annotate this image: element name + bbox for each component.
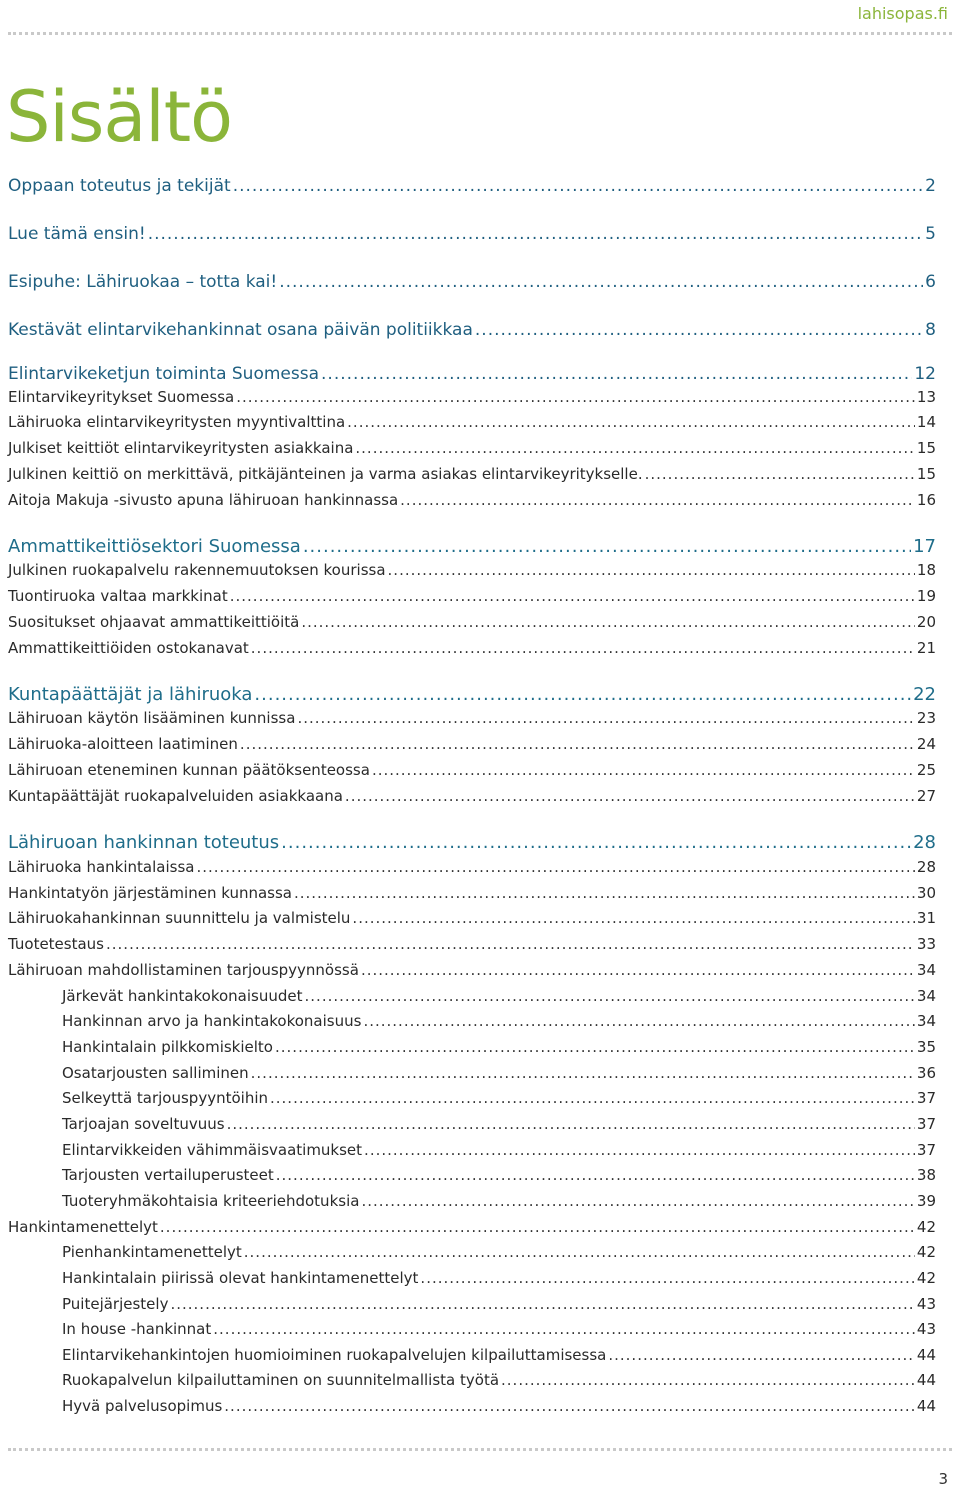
toc-leader-dots [227, 1115, 915, 1133]
toc-entry-title: Tuoteryhmäkohtaisia kriteeriehdotuksia [62, 1192, 360, 1210]
page-number: 3 [938, 1470, 948, 1488]
toc-entry-title: Esipuhe: Lähiruokaa – totta kai! [8, 272, 278, 292]
toc-leader-dots [347, 413, 915, 431]
toc-entry-title: Hankinnan arvo ja hankintakokonaisuus [62, 1012, 362, 1030]
toc-leader-dots [361, 961, 915, 979]
toc-entry[interactable] [8, 224, 936, 244]
toc-leader-dots [196, 858, 914, 876]
toc-leader-dots [240, 735, 915, 753]
toc-leader-dots [213, 1320, 915, 1338]
toc-entry-title: Järkevät hankintakokonaisuudet [62, 987, 303, 1005]
toc-entry-page: 13 [916, 388, 936, 406]
toc-entry[interactable] [8, 388, 936, 406]
toc-entry[interactable] [62, 1166, 936, 1184]
toc-entry[interactable] [8, 935, 936, 953]
toc-entry-title: Lähiruoan mahdollistaminen tarjouspyynnössä [8, 961, 359, 979]
toc-entry-title: Julkiset keittiöt elintarvikeyritysten asiakkaina [8, 439, 354, 457]
toc-entry-page: 42 [916, 1269, 936, 1287]
toc-entry-title: Selkeyttä tarjouspyyntöihin [62, 1089, 268, 1107]
toc-entry-page: 37 [916, 1141, 936, 1159]
toc-leader-dots [297, 709, 914, 727]
toc-entry-title: Lähiruoka elintarvikeyritysten myyntivalttina [8, 413, 346, 431]
toc-entry-page: 6 [925, 272, 936, 292]
toc-entry-page: 39 [916, 1192, 936, 1210]
toc-entry[interactable] [8, 1218, 936, 1236]
toc-entry-title: Hankintalain piirissä olevat hankintamenettelyt [62, 1269, 419, 1287]
toc-entry-page: 20 [916, 613, 936, 631]
toc-leader-dots [645, 465, 915, 483]
toc-leader-dots [148, 224, 923, 244]
toc-leader-dots [244, 1243, 915, 1261]
toc-leader-dots [608, 1346, 915, 1364]
toc-entry-title: In house -hankinnat [62, 1320, 212, 1338]
toc-entry-title: Tarjoajan soveltuvuus [62, 1115, 225, 1133]
toc-entry-title: Tuotetestaus [8, 935, 104, 953]
toc-entry-page: 43 [916, 1295, 936, 1313]
toc-entry-title: Puitejärjestely [62, 1295, 169, 1313]
toc-entry-page: 31 [916, 909, 936, 927]
toc-leader-dots [420, 1269, 914, 1287]
toc-entry[interactable] [8, 272, 936, 292]
toc-entry-page: 17 [913, 536, 936, 557]
toc-entry-page: 24 [916, 735, 936, 753]
toc-entry[interactable] [8, 761, 936, 779]
toc-entry-title: Lähiruokahankinnan suunnittelu ja valmistelu [8, 909, 351, 927]
toc-entry-title: Tarjousten vertailuperusteet [62, 1166, 274, 1184]
toc-entry-title: Elintarvikehankintojen huomioiminen ruokapalvelujen kilpailuttamisessa [62, 1346, 607, 1364]
toc-leader-dots [388, 561, 915, 579]
toc-entry-page: 25 [916, 761, 936, 779]
toc-entry-title: Lue tämä ensin! [8, 224, 146, 244]
toc-entry[interactable] [62, 1371, 936, 1389]
toc-entry-title: Ammattikeittiöiden ostokanavat [8, 639, 249, 657]
toc-entry[interactable] [8, 909, 936, 927]
toc-leader-dots [233, 176, 923, 196]
toc-entry-page: 15 [916, 465, 936, 483]
toc-leader-dots [321, 364, 912, 384]
page-title: Sisältö [6, 76, 232, 158]
site-name[interactable]: lahisopas.fi [857, 4, 948, 23]
toc-leader-dots [345, 787, 915, 805]
toc-leader-dots [236, 388, 915, 406]
toc-entry-title: Ruokapalvelun kilpailuttaminen on suunnitelmallista työtä [62, 1371, 500, 1389]
toc-entry[interactable] [62, 1012, 936, 1030]
toc-entry[interactable] [62, 1064, 936, 1082]
toc-entry[interactable] [8, 491, 936, 509]
toc-entry[interactable] [8, 176, 936, 196]
toc-entry-page: 15 [916, 439, 936, 457]
bottom-dotted-rule [8, 1448, 952, 1451]
toc-leader-dots [230, 587, 915, 605]
toc-entry[interactable] [62, 1038, 936, 1056]
toc-entry-page: 37 [916, 1115, 936, 1133]
toc-entry-page: 28 [916, 858, 936, 876]
toc-entry-page: 27 [916, 787, 936, 805]
toc-entry[interactable] [62, 1320, 936, 1338]
toc-leader-dots [363, 1012, 914, 1030]
toc-entry-title: Kuntapäättäjät ja lähiruoka [8, 684, 253, 705]
toc-leader-dots [372, 761, 915, 779]
toc-entry-page: 34 [916, 1012, 936, 1030]
toc-entry[interactable] [8, 832, 936, 853]
toc-leader-dots [276, 1166, 915, 1184]
toc-entry-title: Julkinen keittiö on merkittävä, pitkäjänteinen ja varma asiakas elintarvikeyritykselle. [8, 465, 643, 483]
toc-leader-dots [301, 613, 915, 631]
toc-leader-dots [361, 1192, 914, 1210]
toc-leader-dots [106, 935, 915, 953]
toc-entry[interactable] [8, 709, 936, 727]
toc-leader-dots [279, 272, 923, 292]
toc-entry-title: Hankintamenettelyt [8, 1218, 158, 1236]
toc-entry-title: Hankintalain pilkkomiskielto [62, 1038, 273, 1056]
toc-entry-title: Aitoja Makuja -sivusto apuna lähiruoan hankinnassa [8, 491, 399, 509]
toc-entry[interactable] [8, 613, 936, 631]
toc-leader-dots [281, 832, 911, 853]
toc-leader-dots [251, 639, 915, 657]
toc-entry[interactable] [8, 961, 936, 979]
toc-leader-dots [352, 909, 914, 927]
toc-leader-dots [170, 1295, 914, 1313]
toc-entry-title: Pienhankintamenettelyt [62, 1243, 242, 1261]
toc-entry[interactable] [8, 465, 936, 483]
toc-entry[interactable] [62, 1192, 936, 1210]
toc-entry-title: Oppaan toteutus ja tekijät [8, 176, 231, 196]
toc-entry[interactable] [8, 884, 936, 902]
toc-leader-dots [400, 491, 915, 509]
toc-entry-page: 44 [916, 1397, 936, 1415]
toc-entry-page: 21 [916, 639, 936, 657]
toc-entry-title: Hyvä palvelusopimus [62, 1397, 223, 1415]
toc-entry-page: 14 [916, 413, 936, 431]
toc-entry-page: 42 [916, 1243, 936, 1261]
toc-entry-page: 35 [916, 1038, 936, 1056]
toc-entry[interactable] [62, 1089, 936, 1107]
toc-entry-title: Ammattikeittiösektori Suomessa [8, 536, 301, 557]
toc-leader-dots [275, 1038, 915, 1056]
toc-entry-page: 43 [916, 1320, 936, 1338]
toc-entry-page: 8 [925, 320, 936, 340]
toc-entry[interactable] [62, 987, 936, 1005]
toc-leader-dots [355, 439, 915, 457]
toc-entry-page: 36 [916, 1064, 936, 1082]
toc-leader-dots [224, 1397, 915, 1415]
toc-entry-title: Suositukset ohjaavat ammattikeittiöitä [8, 613, 300, 631]
toc-entry-title: Elintarvikeketjun toiminta Suomessa [8, 364, 320, 384]
toc-entry[interactable] [8, 536, 936, 557]
toc-entry-page: 44 [916, 1371, 936, 1389]
toc-entry[interactable] [62, 1397, 936, 1415]
toc-entry[interactable] [62, 1243, 936, 1261]
toc-entry-title: Lähiruoka-aloitteen laatiminen [8, 735, 238, 753]
toc-entry-page: 23 [916, 709, 936, 727]
toc-entry[interactable] [62, 1346, 936, 1364]
toc-leader-dots [254, 684, 911, 705]
toc-entry-title: Kuntapäättäjät ruokapalveluiden asiakkaana [8, 787, 343, 805]
toc-entry[interactable] [8, 787, 936, 805]
toc-entry[interactable] [8, 735, 936, 753]
toc-leader-dots [251, 1064, 915, 1082]
toc-entry-title: Tuontiruoka valtaa markkinat [8, 587, 228, 605]
toc-entry-title: Kestävät elintarvikehankinnat osana päivän politiikkaa [8, 320, 473, 340]
toc-entry-page: 18 [916, 561, 936, 579]
toc-entry[interactable] [62, 1141, 936, 1159]
toc-entry-page: 12 [914, 364, 936, 384]
toc-entry[interactable] [8, 413, 936, 431]
toc-entry[interactable] [62, 1115, 936, 1133]
top-dotted-rule [8, 32, 952, 35]
toc-entry-page: 34 [916, 961, 936, 979]
toc-entry[interactable] [8, 439, 936, 457]
toc-leader-dots [160, 1218, 915, 1236]
toc-leader-dots [501, 1371, 915, 1389]
toc-entry[interactable] [8, 587, 936, 605]
toc-entry-page: 37 [916, 1089, 936, 1107]
toc-entry[interactable] [8, 684, 936, 705]
toc-entry-page: 16 [916, 491, 936, 509]
toc-entry-page: 34 [916, 987, 936, 1005]
toc-entry[interactable] [8, 858, 936, 876]
toc-entry-title: Lähiruoan hankinnan toteutus [8, 832, 280, 853]
toc-entry-title: Elintarvikkeiden vähimmäisvaatimukset [62, 1141, 363, 1159]
toc-entry-title: Lähiruoan eteneminen kunnan päätöksenteossa [8, 761, 370, 779]
toc-entry-page: 22 [913, 684, 936, 705]
toc-leader-dots [305, 987, 915, 1005]
toc-entry-page: 19 [916, 587, 936, 605]
toc-entry-page: 44 [916, 1346, 936, 1364]
toc-leader-dots [475, 320, 923, 340]
toc-entry-title: Elintarvikeyritykset Suomessa [8, 388, 235, 406]
toc-entry-title: Hankintatyön järjestäminen kunnassa [8, 884, 292, 902]
toc-entry-page: 2 [925, 176, 936, 196]
toc-entry-title: Osatarjousten salliminen [62, 1064, 249, 1082]
toc-entry-page: 28 [913, 832, 936, 853]
toc-entry-page: 42 [916, 1218, 936, 1236]
toc-leader-dots [303, 536, 911, 557]
toc-entry-title: Julkinen ruokapalvelu rakennemuutoksen kourissa [8, 561, 386, 579]
toc-entry-title: Lähiruoan käytön lisääminen kunnissa [8, 709, 296, 727]
toc-entry-page: 38 [916, 1166, 936, 1184]
toc-entry-page: 5 [925, 224, 936, 244]
toc-entry-title: Lähiruoka hankintalaissa [8, 858, 195, 876]
toc-entry[interactable] [8, 364, 936, 384]
toc-entry[interactable] [8, 561, 936, 579]
toc-entry[interactable] [62, 1269, 936, 1287]
toc-entry[interactable] [8, 639, 936, 657]
toc-leader-dots [270, 1089, 915, 1107]
toc-entry-page: 33 [916, 935, 936, 953]
toc-leader-dots [364, 1141, 915, 1159]
toc-entry[interactable] [8, 320, 936, 340]
toc-leader-dots [294, 884, 915, 902]
toc-entry[interactable] [62, 1295, 936, 1313]
toc-entry-page: 30 [916, 884, 936, 902]
